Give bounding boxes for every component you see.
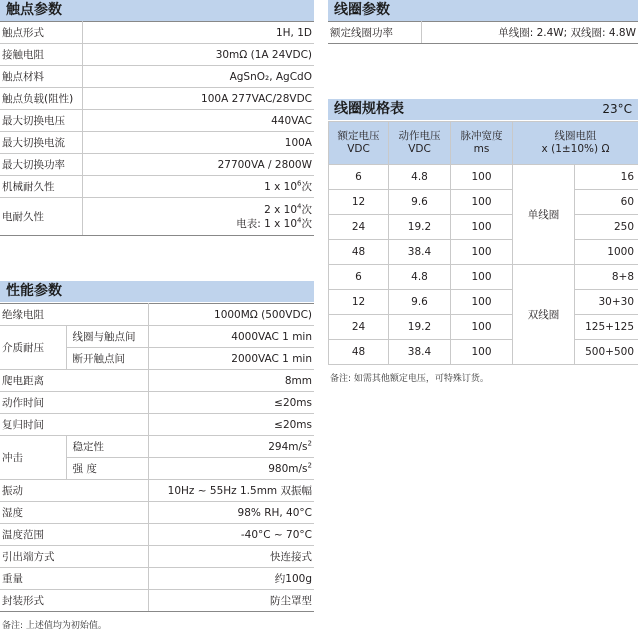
table-row (0, 176, 314, 198)
row-value: 单线圈: 2.4W; 双线圈: 4.8W (421, 22, 638, 44)
performance-params-table (0, 303, 314, 612)
row-label: 最大切换功率 (0, 154, 82, 176)
shock-exp: 2 (307, 461, 312, 469)
elec-life-base: 2 x 10 (264, 203, 298, 216)
row-label: 绝缘电阻 (0, 304, 148, 326)
row-label: 触点负载(阻性) (0, 88, 82, 110)
row-label: 电耐久性 (0, 198, 82, 236)
coil-param-section-title: 线圈参数 (328, 0, 638, 21)
row-label: 动作时间 (0, 392, 148, 414)
mech-life-unit: 次 (301, 181, 312, 193)
row-value: ≤20ms (148, 414, 314, 436)
row-value: 98% RH, 40°C (148, 502, 314, 524)
row-value: AgSnO₂, AgCdO (82, 66, 314, 88)
table-row (0, 546, 314, 568)
elec-life-exp: 4 (297, 202, 302, 210)
cell-operate: 4.8 (389, 265, 451, 290)
cell-operate: 19.2 (389, 215, 451, 240)
table-header-row (329, 122, 638, 165)
cell-rated: 48 (329, 340, 389, 365)
mech-life-exp: 6 (297, 179, 302, 188)
coil-spec-section-title (328, 99, 638, 120)
cell-rated: 24 (329, 315, 389, 340)
row-label: 额定线圈功率 (328, 22, 421, 44)
header-pulse-width: 脉冲宽度 ms (451, 122, 513, 165)
row-label: 封装形式 (0, 590, 148, 612)
row-label: 介质耐压 (0, 326, 66, 370)
table-row (329, 290, 638, 315)
row-value: 1000MΩ (500VDC) (148, 304, 314, 326)
row-sublabel: 断开触点间 (66, 348, 148, 370)
header-coil-resistance: 线圈电阻 x (1±10%) Ω (513, 122, 638, 165)
meter-life-base: 电表: 1 x 10 (236, 217, 298, 230)
row-value: 27700VA / 2800W (82, 154, 314, 176)
cell-rated: 48 (329, 240, 389, 265)
shock-exp: 2 (307, 439, 312, 447)
cell-resistance: 8+8 (575, 265, 638, 290)
row-value (82, 176, 314, 198)
cell-operate: 9.6 (389, 190, 451, 215)
table-row (0, 198, 314, 236)
shock-strength-value: 980m/s (268, 462, 308, 475)
shock-stability-value: 294m/s (268, 440, 308, 453)
cell-operate: 9.6 (389, 290, 451, 315)
table-row (0, 502, 314, 524)
row-label: 湿度 (0, 502, 148, 524)
cell-operate: 19.2 (389, 315, 451, 340)
row-sublabel: 强 度 (66, 458, 148, 480)
table-row (0, 590, 314, 612)
cell-pulse: 100 (451, 165, 513, 190)
table-row (0, 44, 314, 66)
table-row (0, 568, 314, 590)
table-row (0, 414, 314, 436)
cell-rated: 12 (329, 190, 389, 215)
cell-pulse: 100 (451, 190, 513, 215)
cell-resistance: 500+500 (575, 340, 638, 365)
row-label: 触点形式 (0, 22, 82, 44)
table-row (329, 165, 638, 190)
cell-operate: 4.8 (389, 165, 451, 190)
table-row (329, 215, 638, 240)
table-row (0, 304, 314, 326)
cell-pulse: 100 (451, 215, 513, 240)
table-row (328, 22, 638, 44)
coil-spec-table (328, 121, 638, 365)
row-label: 冲击 (0, 436, 66, 480)
mech-life-base: 1 x 10 (264, 181, 298, 193)
table-row (0, 154, 314, 176)
table-row (0, 110, 314, 132)
table-row (0, 480, 314, 502)
row-label: 温度范围 (0, 524, 148, 546)
cell-double-coil: 双线圈 (513, 265, 575, 365)
row-value: 10Hz ~ 55Hz 1.5mm 双振幅 (148, 480, 314, 502)
cell-rated: 6 (329, 165, 389, 190)
row-value: 防尘罩型 (148, 590, 314, 612)
row-value: 8mm (148, 370, 314, 392)
row-value: ≤20ms (148, 392, 314, 414)
row-value: 100A 277VAC/28VDC (82, 88, 314, 110)
row-value: 100A (82, 132, 314, 154)
table-row (0, 66, 314, 88)
row-label: 振动 (0, 480, 148, 502)
table-row (329, 190, 638, 215)
row-label: 爬电距离 (0, 370, 148, 392)
cell-resistance: 1000 (575, 240, 638, 265)
row-value: 2000VAC 1 min (148, 348, 314, 370)
coil-spec-title-text: 线圈规格表 (334, 101, 404, 117)
table-row (329, 240, 638, 265)
table-row (329, 265, 638, 290)
header-operate-voltage: 动作电压 VDC (389, 122, 451, 165)
row-label: 重量 (0, 568, 148, 590)
coil-spec-note: 备注: 如需其他额定电压，可特殊订货。 (330, 374, 489, 384)
row-value (82, 198, 314, 236)
row-value: 440VAC (82, 110, 314, 132)
table-row (329, 315, 638, 340)
performance-note: 备注: 上述值均为初始值。 (2, 621, 107, 631)
cell-resistance: 30+30 (575, 290, 638, 315)
row-label: 复归时间 (0, 414, 148, 436)
cell-operate: 38.4 (389, 240, 451, 265)
cell-rated: 6 (329, 265, 389, 290)
cell-pulse: 100 (451, 340, 513, 365)
header-rated-voltage: 额定电压 VDC (329, 122, 389, 165)
cell-resistance: 16 (575, 165, 638, 190)
cell-resistance: 250 (575, 215, 638, 240)
elec-life-unit: 次 (301, 203, 312, 216)
row-label: 触点材料 (0, 66, 82, 88)
table-row (0, 524, 314, 546)
row-value: 4000VAC 1 min (148, 326, 314, 348)
coil-spec-temperature: 23°C (602, 102, 632, 116)
row-value: 1H, 1D (82, 22, 314, 44)
cell-resistance: 60 (575, 190, 638, 215)
row-value: 快连接式 (148, 546, 314, 568)
table-row (0, 88, 314, 110)
table-row (0, 392, 314, 414)
contact-section-title: 触点参数 (0, 0, 314, 21)
row-value (148, 458, 314, 480)
cell-pulse: 100 (451, 240, 513, 265)
row-value (148, 436, 314, 458)
table-row (0, 436, 314, 458)
cell-rated: 24 (329, 215, 389, 240)
meter-life-unit: 次 (301, 217, 312, 230)
row-label: 接触电阻 (0, 44, 82, 66)
row-value: -40°C ~ 70°C (148, 524, 314, 546)
table-row (0, 22, 314, 44)
performance-section-title: 性能参数 (0, 281, 314, 302)
cell-rated: 12 (329, 290, 389, 315)
row-sublabel: 线圈与触点间 (66, 326, 148, 348)
row-label: 引出端方式 (0, 546, 148, 568)
cell-pulse: 100 (451, 315, 513, 340)
row-value: 约100g (148, 568, 314, 590)
meter-life-exp: 4 (297, 216, 302, 224)
table-row (329, 340, 638, 365)
coil-params-table (328, 21, 638, 44)
row-label: 最大切换电流 (0, 132, 82, 154)
cell-pulse: 100 (451, 265, 513, 290)
table-row (0, 370, 314, 392)
row-sublabel: 稳定性 (66, 436, 148, 458)
cell-operate: 38.4 (389, 340, 451, 365)
table-row (0, 132, 314, 154)
row-label: 机械耐久性 (0, 176, 82, 198)
row-value: 30mΩ (1A 24VDC) (82, 44, 314, 66)
cell-resistance: 125+125 (575, 315, 638, 340)
cell-pulse: 100 (451, 290, 513, 315)
table-row (0, 326, 314, 348)
contact-params-table (0, 21, 314, 236)
cell-single-coil: 单线圈 (513, 165, 575, 265)
row-label: 最大切换电压 (0, 110, 82, 132)
